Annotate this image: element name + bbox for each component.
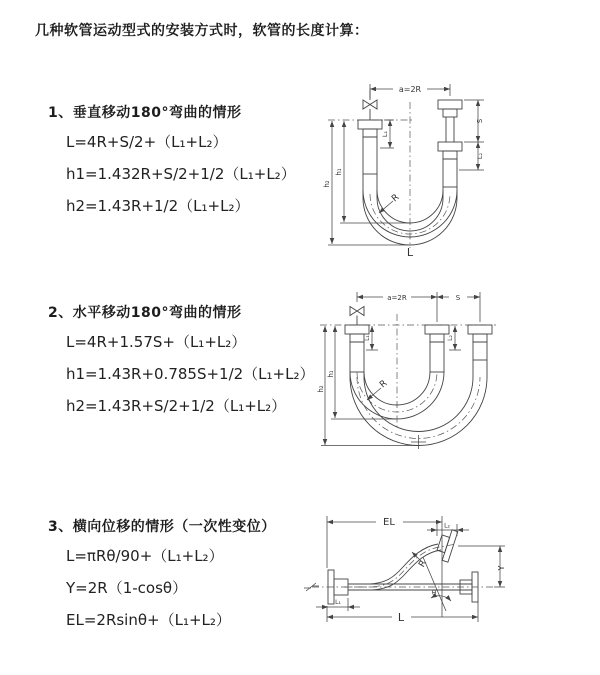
radius-label: R: [390, 192, 402, 205]
flange-plate: [442, 530, 458, 562]
dim-label-l2: L₂: [447, 335, 454, 341]
fitting-nut-lower: [438, 142, 462, 151]
dim-label-l1: L₁: [335, 599, 341, 606]
braided-hose-section: [430, 342, 444, 372]
dim-label-h2: h₂: [317, 385, 325, 393]
hose-wall: [443, 187, 457, 198]
diagram-horizontal-180-bend: [300, 282, 600, 467]
dim-label-h2: h₂: [323, 180, 331, 188]
dim-label-h1: h₁: [327, 370, 335, 378]
section-1-formula-l: L=4R+S/2+（L₁+L₂）: [66, 133, 228, 151]
dim-label-l2: L₂: [476, 152, 484, 160]
section-3-formula-el: EL=2Rsinθ+（L₁+L₂）: [66, 611, 231, 629]
valve-icon: [357, 307, 364, 316]
fitting-neck: [473, 334, 487, 342]
valve-icon: [350, 307, 357, 316]
fitting-nut: [468, 325, 492, 334]
hose-wall: [350, 360, 487, 377]
braided-hose-section: [363, 137, 377, 174]
fitting-nut: [425, 325, 449, 334]
diagram-lateral-displacement: [300, 502, 600, 662]
diagram-vertical-180-bend: [302, 72, 592, 262]
fitting-nut-upper: [438, 100, 462, 109]
section-2-formula-l: L=4R+1.57S+（L₁+L₂）: [66, 333, 247, 351]
radius-label: R: [378, 378, 390, 391]
valve-icon: [370, 100, 377, 109]
dim-label-a2r: a=2R: [398, 85, 422, 94]
center-cross: [411, 435, 426, 449]
displaced-flange: [435, 527, 458, 562]
dim-label-l: L: [397, 611, 405, 624]
page-title: 几种软管运动型式的安装方式时，软管的长度计算：: [35, 23, 369, 39]
dim-label-s: S: [476, 118, 484, 124]
fitting-neck-upper: [443, 109, 457, 117]
dim-label-l1: L₁: [364, 335, 371, 341]
section-2-heading: 2、水平移动180°弯曲的情形: [48, 305, 242, 321]
dim-label-el: EL: [383, 517, 395, 528]
fitting-neck: [363, 129, 377, 137]
dim-label-l1: L₁: [381, 130, 389, 138]
hose-centerline-arc: [357, 377, 480, 438]
section-3-heading: 3、横向位移的情形（一次性变位）: [48, 519, 276, 535]
section-1-formula-h1: h1=1.432R+S/2+1/2（L₁+L₂）: [66, 165, 296, 183]
angle-label: θ: [431, 589, 437, 597]
dim-label-s: S: [455, 294, 461, 302]
section-1-formula-h2: h2=1.43R+1/2（L₁+L₂）: [66, 197, 250, 215]
length-label: L: [406, 246, 414, 259]
section-3-formula-l: L=πRθ/90+（L₁+L₂）: [66, 547, 224, 565]
dim-extension-lines: [357, 292, 480, 322]
section-3-formula-y: Y=2R（1-cosθ）: [66, 579, 188, 597]
braided-hose-section: [350, 342, 364, 372]
fitting-nut: [358, 120, 382, 129]
dim-label-l2: L₂: [444, 522, 450, 530]
fitting-neck: [350, 334, 364, 342]
pipe-wall: [446, 117, 454, 142]
section-2-formula-h1: h1=1.43R+0.785S+1/2（L₁+L₂）: [66, 365, 315, 383]
braided-hose-section: [443, 159, 457, 187]
valve-icon: [363, 100, 370, 109]
dim-label-y: Y: [497, 565, 506, 571]
section-2: [48, 303, 318, 429]
section-1: [48, 103, 318, 229]
dim-label-a2r: a=2R: [387, 294, 407, 302]
fitting-nut: [345, 325, 369, 334]
fitting-neck: [430, 334, 444, 342]
section-2-formula-h2: h2=1.43R+S/2+1/2（L₁+L₂）: [66, 397, 287, 415]
fitting-neck-lower: [443, 151, 457, 159]
braided-hose-section: [473, 342, 487, 360]
radius-label: R: [417, 558, 430, 570]
section-1-heading: 1、垂直移动180°弯曲的情形: [48, 105, 242, 121]
section-3: [48, 517, 318, 643]
dim-label-h1: h₁: [335, 168, 343, 176]
